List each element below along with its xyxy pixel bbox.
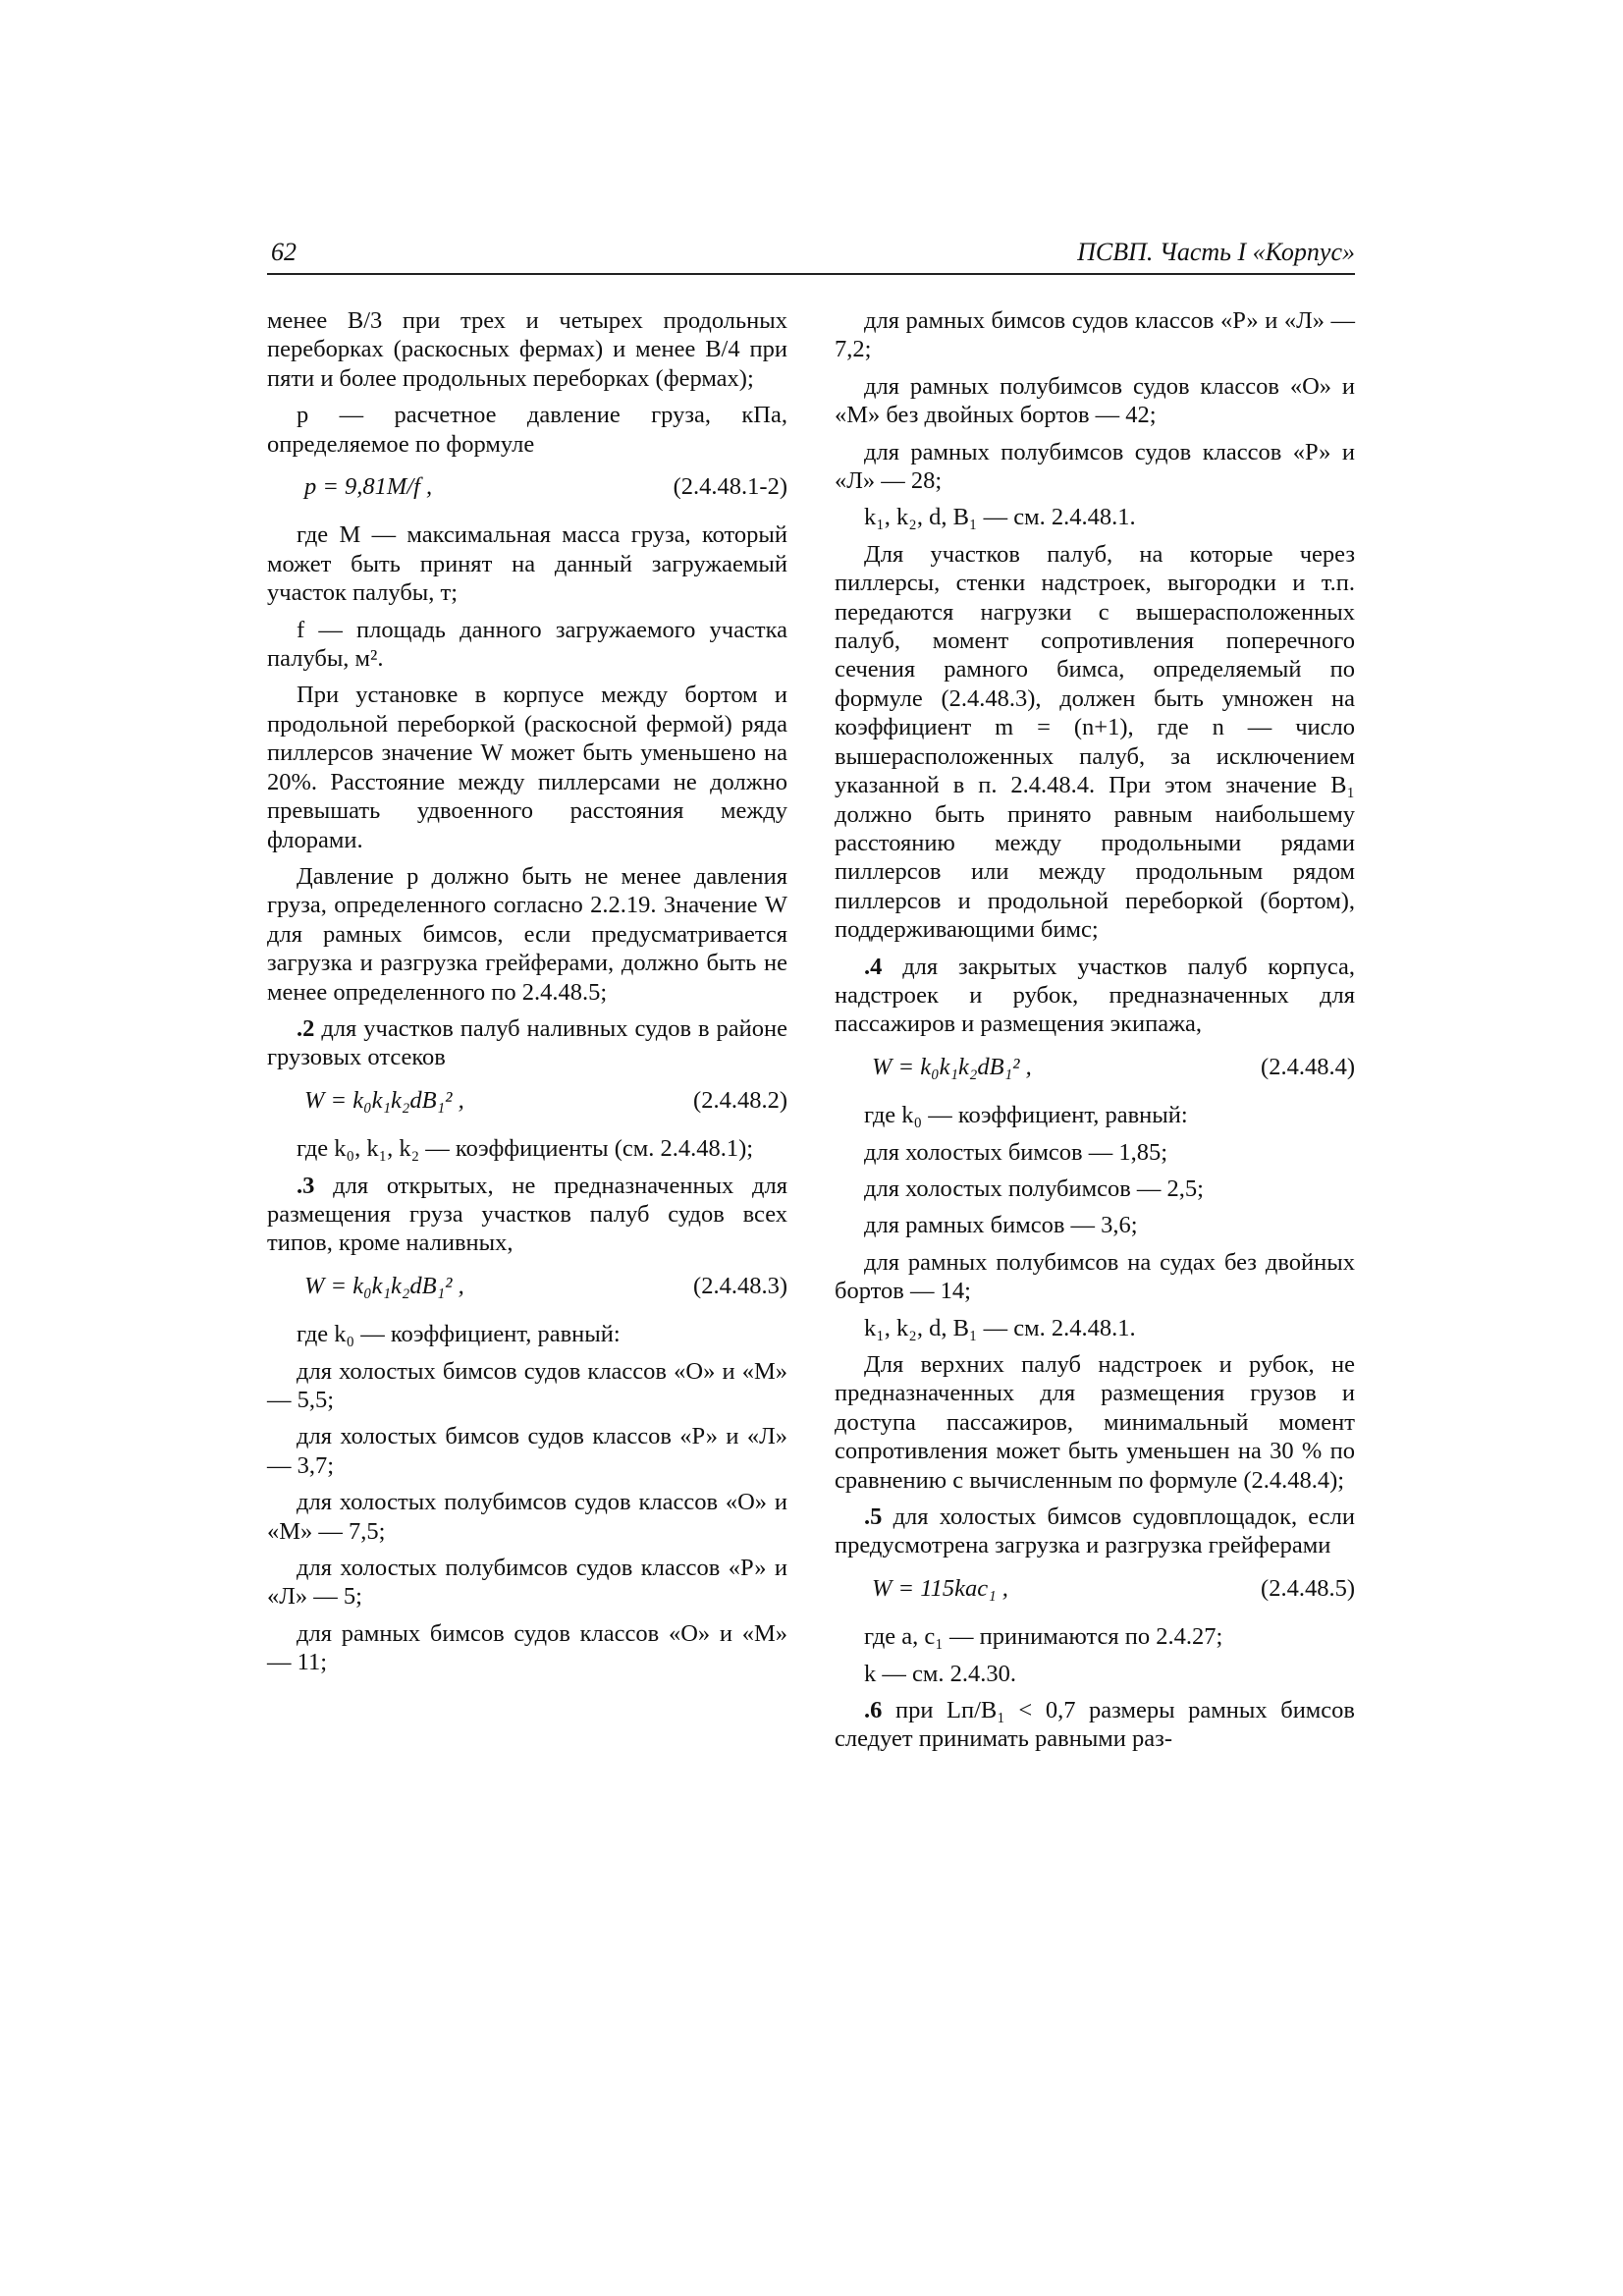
paragraph-text: для рамных бимсов судов классов «Р» и «Л» — 7,2; (835, 307, 1355, 363)
paragraph-text: Давление p должно быть не менее давления груза, определенного согласно 2.2.19. Значение W для рамных бимсов, если предусматривается загрузка и разгрузка грейферами, должно быть не менее определенного по 2.4.48.5; (267, 862, 787, 1006)
paragraph-text: менее B/3 при трех и четырех продольных переборках (раскосных фермах) и менее B/4 при пяти и более продольных переборках (фермах); (267, 307, 787, 392)
paragraph-text: k₁, k₂, d, B₁ — см. 2.4.48.1. (864, 504, 1136, 531)
formula-block (835, 1053, 1355, 1081)
paragraph-text: для рамных полубимсов судов классов «О» и «М» без двойных бортов — 42; (835, 372, 1355, 429)
formula: W = k₀k₁k₂dB₁² , (304, 1086, 464, 1114)
paragraph-text: где M — максимальная масса груза, который может быть принят на данный загружаемый участок палубы, т; (267, 521, 787, 607)
paragraph-text: где k₀ — коэффициент, равный: (297, 1321, 621, 1348)
paragraph-text: Для верхних палуб надстроек и рубок, не предназначенных для размещения грузов и доступа пассажиров, минимальный момент сопротивления может быть уменьшен на 30 % по сравнению с вычисленным по формуле (2.4.48.4); (835, 1351, 1355, 1494)
paragraph (267, 520, 787, 607)
paragraph (835, 438, 1355, 496)
paragraph-text: для холостых бимсов — 1,85; (864, 1138, 1168, 1166)
paragraph (835, 953, 1355, 1039)
paragraph (835, 1138, 1355, 1167)
paragraph-text: для рамных бимсов судов классов «О» и «М» — 11; (267, 1619, 787, 1676)
paragraph-text: для рамных бимсов — 3,6; (864, 1212, 1138, 1239)
paragraph-text: для холостых бимсов судов классов «О» и «М» — 5,5; (267, 1357, 787, 1413)
formula-block (267, 472, 787, 501)
paragraph (835, 503, 1355, 531)
paragraph-text: для холостых полубимсов судов классов «Р» и «Л» — 5; (267, 1555, 787, 1611)
paragraph (267, 1554, 787, 1612)
paragraph (835, 1314, 1355, 1342)
formula: W = k₀k₁k₂dB₁² , (304, 1272, 464, 1299)
paragraph-text: Для участков палуб, на которые через пиллерсы, стенки надстроек, выгородки и т.п. передаются нагрузки с вышерасположенных палуб, момент сопротивления поперечного сечения рамного бимса, определяемый по формуле (2.4.48.3), должен быть умножен на коэффициент m = (n+1), где n — число вышерасположенных палуб, за исключением указанной в п. 2.4.48.4. При этом значение B₁ должно быть принято равным наибольшему расстоянию между продольными рядами пиллерсов или между продольным рядом пиллерсов и продольной переборкой (бортом), поддерживающими бимс; (835, 540, 1355, 944)
paragraph-text: для открытых, не предназначенных для размещения груза участков палуб судов всех типов, кроме наливных, (267, 1172, 787, 1257)
paragraph-text: для рамных полубимсов на судах без двойных бортов — 14; (835, 1248, 1355, 1305)
paragraph (835, 1101, 1355, 1129)
paragraph-text: где k₀ — коэффициент, равный: (864, 1102, 1188, 1129)
paragraph-text: для участков палуб наливных судов в районе грузовых отсеков (267, 1014, 787, 1071)
running-header (267, 236, 1355, 275)
paragraph (835, 1660, 1355, 1688)
paragraph (267, 681, 787, 853)
paragraph (267, 862, 787, 1007)
paragraph-text: для закрытых участков палуб корпуса, надстроек и рубок, предназначенных для пассажиров и размещения экипажа, (835, 953, 1355, 1038)
running-title: ПСВП. Часть I «Корпус» (1077, 238, 1355, 266)
item-number: .3 (297, 1172, 315, 1199)
formula: p = 9,81M/f , (304, 473, 433, 501)
paragraph-text: для холостых бимсов судовплощадок, если предусмотрена загрузка и разгрузка грейферами (835, 1503, 1355, 1559)
paragraph (835, 540, 1355, 945)
formula-number: (2.4.48.3) (693, 1272, 787, 1299)
paragraph (835, 1248, 1355, 1306)
formula: W = 115kac₁ , (872, 1574, 1008, 1602)
paragraph-text: p — расчетное давление груза, кПа, определяемое по формуле (267, 402, 787, 458)
paragraph-text: где k₀, k₁, k₂ — коэффициенты (см. 2.4.48.1); (297, 1135, 754, 1163)
formula-block (267, 1086, 787, 1115)
formula-number: (2.4.48.4) (1261, 1053, 1355, 1080)
paragraph (267, 1488, 787, 1546)
left-column (267, 306, 787, 1685)
paragraph (267, 1172, 787, 1258)
item-number: .4 (864, 953, 883, 980)
paragraph (835, 1622, 1355, 1651)
paragraph (835, 1211, 1355, 1239)
paragraph (267, 1014, 787, 1072)
paragraph-text: для рамных полубимсов судов классов «Р» и «Л» — 28; (835, 438, 1355, 495)
item-number: .5 (864, 1503, 883, 1531)
paragraph (835, 1350, 1355, 1495)
paragraph (267, 1422, 787, 1480)
formula-number: (2.4.48.5) (1261, 1574, 1355, 1602)
paragraph (267, 1134, 787, 1163)
paragraph (267, 401, 787, 459)
formula-number: (2.4.48.2) (693, 1086, 787, 1114)
item-number: .2 (297, 1014, 315, 1042)
paragraph (267, 1320, 787, 1348)
paragraph-text: f — площадь данного загружаемого участка палубы, м². (267, 616, 787, 673)
formula-block (835, 1574, 1355, 1603)
paragraph-text: при Lп/B₁ < 0,7 размеры рамных бимсов следует принимать равными раз- (835, 1697, 1355, 1753)
paragraph-text: k₁, k₂, d, B₁ — см. 2.4.48.1. (864, 1314, 1136, 1341)
item-number: .6 (864, 1697, 883, 1724)
paragraph-text: k — см. 2.4.30. (864, 1660, 1017, 1687)
page-number: 62 (271, 238, 297, 266)
paragraph (267, 616, 787, 674)
paragraph (835, 306, 1355, 364)
paragraph (267, 306, 787, 393)
paragraph-text: для холостых бимсов судов классов «Р» и «Л» — 3,7; (267, 1423, 787, 1479)
paragraph (267, 1357, 787, 1415)
paragraph-text: для холостых полубимсов судов классов «О» и «М» — 7,5; (267, 1489, 787, 1545)
paragraph (835, 1175, 1355, 1203)
formula: W = k₀k₁k₂dB₁² , (872, 1053, 1032, 1080)
paragraph (835, 1696, 1355, 1754)
paragraph (835, 1503, 1355, 1560)
right-column (835, 306, 1355, 1762)
formula-block (267, 1272, 787, 1300)
paragraph-text: где a, c₁ — принимаются по 2.4.27; (864, 1623, 1223, 1651)
formula-number: (2.4.48.1-2) (673, 473, 787, 501)
paragraph-text: для холостых полубимсов — 2,5; (864, 1175, 1204, 1202)
paragraph-text: При установке в корпусе между бортом и продольной переборкой (раскосной фермой) ряда пиллерсов значение W может быть уменьшено на 20%. Расстояние между пиллерсами не должно превышать удвоенного расстояния между флорами. (267, 682, 787, 853)
paragraph (835, 372, 1355, 430)
paragraph (267, 1619, 787, 1677)
